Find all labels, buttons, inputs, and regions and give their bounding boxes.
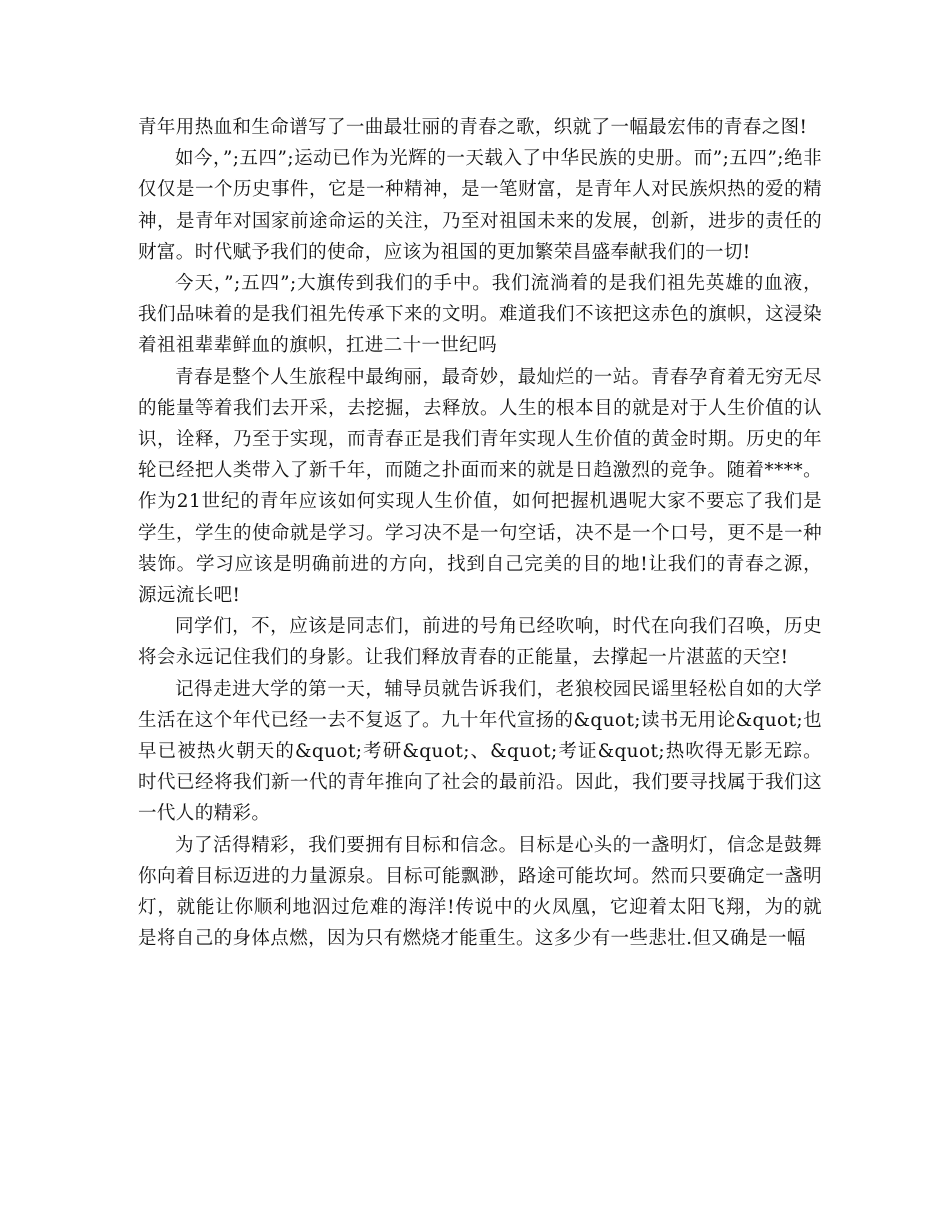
paragraph-7: 为了活得精彩，我们要拥有目标和信念。目标是心头的一盏明灯，信念是鼓舞你向着目标迈进的力量源泉。目标可能飘渺，路途可能坎坷。然而只要确定一盏明灯，就能让你顺利地泅过危难的海洋!传说中的火凤凰，它迎着太阳飞翔，为的就是将自己的身体点燃，因为只有燃烧才能重生。这多少有一些悲壮.但又确是一幅 (138, 834, 822, 950)
document-page (138, 112, 822, 954)
paragraph-3: 今天，”;五四”;大旗传到我们的手中。我们流淌着的是我们祖先英雄的血液，我们品味着的是我们祖先传承下来的文明。难道我们不该把这赤色的旗帜，这浸染着祖祖辈辈鲜血的旗帜，扛进二十一世纪吗 (138, 273, 822, 357)
paragraph-4: 青春是整个人生旅程中最绚丽，最奇妙，最灿烂的一站。青春孕育着无穷无尽的能量等着我们去开采，去挖掘，去释放。人生的根本目的就是对于人生价值的认识，诠释，乃至于实现，而青春正是我们青年实现人生价值的黄金时期。历史的年轮已经把人类带入了新千年，而随之扑面而来的就是日趋激烈的竞争。随着****。作为21世纪的青年应该如何实现人生价值，如何把握机遇呢大家不要忘了我们是学生，学生的使命就是学习。学习决不是一句空话，决不是一个口号，更不是一种装饰。学习应该是明确前进的方向，找到自己完美的目的地!让我们的青春之源，源远流长吧! (138, 366, 822, 607)
paragraph-5: 同学们，不，应该是同志们，前进的号角已经吹响，时代在向我们召唤，历史将会永远记住我们的身影。让我们释放青春的正能量，去撑起一片湛蓝的天空! (138, 616, 822, 669)
paragraph-1: 青年用热血和生命谱写了一曲最壮丽的青春之歌，织就了一幅最宏伟的青春之图! (138, 117, 808, 138)
paragraph-2: 如今，”;五四”;运动已作为光辉的一天载入了中华民族的史册。而”;五四”;绝非仅仅是一个历史事件，它是一种精神，是一笔财富，是青年人对民族炽热的爱的精神，是青年对国家前途命运的关注，乃至对祖国未来的发展，创新，进步的责任的财富。时代赋予我们的使命，应该为祖国的更加繁荣昌盛奉献我们的一切! (138, 148, 822, 263)
paragraph-6: 记得走进大学的第一天，辅导员就告诉我们，老狼校园民谣里轻松自如的大学生活在这个年代已经一去不复返了。九十年代宣扬的&quot;读书无用论&quot;也早已被热火朝天的&quot;考研&quot;、&quot;考证&quot;热吹得无影无踪。时代已经将我们新一代的青年推向了社会的最前沿。因此，我们要寻找属于我们这一代人的精彩。 (138, 678, 822, 825)
